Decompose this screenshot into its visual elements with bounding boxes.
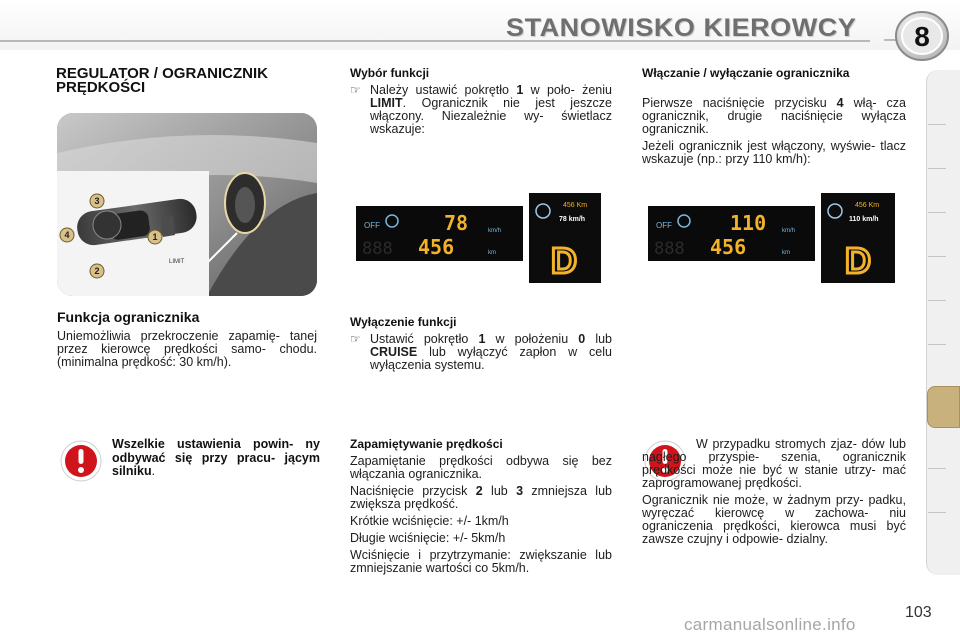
warning-paragraph-2: Ogranicznik nie może, w żadnym przy- padku, wyręczać kierowcę w zachowa- niu ograniczenia prędkości, kierowca musi być zawsze czujny i odpowie- dzialny. [642, 493, 906, 546]
small-display-distance: 456 Km [563, 202, 588, 209]
display-odometer-unit: km [488, 250, 496, 256]
tab-divider [928, 256, 946, 257]
pointer-icon: ☞ [350, 332, 361, 346]
memo-paragraph-2: Naciśnięcie przycisk 2 lub 3 zmniejsza lub zwiększa prędkość. [350, 484, 612, 511]
display-speed: 110 [730, 211, 767, 235]
display-off-label: OFF [656, 221, 672, 230]
small-display-gear: D [845, 240, 871, 281]
active-chapter-tab[interactable] [927, 386, 960, 428]
chapter-tab-strip [926, 70, 960, 575]
limiter-warning-text [642, 438, 906, 550]
on-off-title: Włączanie / wyłączanie ogranicznika [642, 66, 850, 80]
tab-divider [928, 300, 946, 301]
memo-paragraph-1: Zapamiętanie prędkości odbywa się bez włączania ogranicznika. [350, 454, 612, 481]
svg-text:888: 888 [654, 239, 685, 259]
svg-text:888: 888 [362, 239, 393, 259]
tab-divider [928, 344, 946, 345]
switch-off-text: ☞ Ustawić pokrętło 1 w położeniu 0 lub CRUISE lub wyłączyć zapłon w celu wyłączenia systemu. [350, 332, 612, 372]
small-display-distance: 456 Km [855, 202, 880, 209]
section-title: REGULATOR / OGRANICZNIK PRĘDKOŚCI [56, 65, 268, 96]
page-number: 103 [905, 604, 932, 621]
callout-1: 1 [152, 232, 158, 242]
display-speed-unit: km/h [782, 228, 796, 234]
switch-off-title: Wyłączenie funkcji [350, 315, 457, 329]
display-odometer: 456 [710, 235, 747, 259]
limiter-icon [536, 204, 550, 218]
multifunction-display-2 [821, 193, 895, 283]
memo-paragraph-5: Wciśnięcie i przytrzymanie: zwiększanie lub zmniejszanie wartości co 5km/h. [350, 548, 612, 575]
display-odometer-unit: km [782, 250, 790, 256]
chapter-number-badge [880, 4, 952, 62]
small-display-gear: D [551, 240, 577, 281]
on-off-text: Pierwsze naciśnięcie przycisku 4 włą- cza ogranicznik, drugie naciśnięcie wyłącza ogranicznik. Jeżeli ogranicznik jest włączony, wyświe- tlacz wskazuje (np.: przy 110 km/h): [642, 96, 907, 166]
small-display-speed: 78 km/h [559, 216, 586, 223]
select-function-title: Wybór funkcji [350, 66, 430, 80]
callout-2: 2 [94, 266, 100, 276]
instrument-display-2 [648, 206, 815, 261]
memorising-speed-title: Zapamiętywanie prędkości [350, 437, 503, 451]
display-off-label: OFF [364, 221, 380, 230]
chapter-title: STANOWISKO KIEROWCY [505, 14, 856, 42]
tab-divider [928, 124, 946, 125]
speed-limiter-stalk-photo [57, 113, 317, 296]
limiter-icon [828, 204, 842, 218]
small-display-speed: 110 km/h [849, 216, 879, 223]
svg-text:LIMIT: LIMIT [169, 259, 185, 265]
speedometer-icon [678, 215, 690, 227]
function-description: Uniemożliwia przekroczenie zapamię- tanej przez kierowcę prędkości samo- chodu. (minimalna prędkość: 30 km/h). [57, 329, 317, 369]
function-title: Funkcja ogranicznika [57, 309, 200, 325]
source-watermark: carmanualsonline.info [684, 615, 856, 634]
tab-divider [928, 468, 946, 469]
display-speed-unit: km/h [488, 228, 502, 234]
instrument-display-1 [356, 206, 523, 261]
display-speed: 78 [444, 211, 469, 235]
memo-paragraph-4: Długie wciśnięcie: +/- 5km/h [350, 531, 506, 545]
select-function-text: ☞ Należy ustawić pokrętło 1 w poło- żeniu LIMIT. Ogranicznik nie jest jeszcze włączony. Niezależnie wy- świetlacz wskazuje: [350, 83, 612, 136]
memo-paragraph-3: Krótkie wciśnięcie: +/- 1km/h [350, 514, 509, 528]
callout-4: 4 [64, 230, 70, 240]
callout-3: 3 [94, 196, 100, 206]
tab-divider [928, 212, 946, 213]
warning-icon [60, 440, 102, 482]
chapter-number: 8 [914, 21, 930, 52]
memorising-speed-text [350, 455, 612, 579]
warning-paragraph-1: W przypadku stromych zjaz- dów lub nagłego przyspie- szenia, ogranicznik prędkości może nie być w stanie utrzy- mać zaprogramowanej prędkości. [642, 437, 906, 490]
tab-divider [928, 512, 946, 513]
display-odometer: 456 [418, 235, 455, 259]
pointer-icon: ☞ [350, 83, 361, 97]
engine-running-warning: Wszelkie ustawienia powin- ny odbywać się przy pracu- jącym silniku. [112, 437, 320, 478]
speedometer-icon [386, 215, 398, 227]
multifunction-display-1 [529, 193, 601, 283]
tab-divider [928, 168, 946, 169]
